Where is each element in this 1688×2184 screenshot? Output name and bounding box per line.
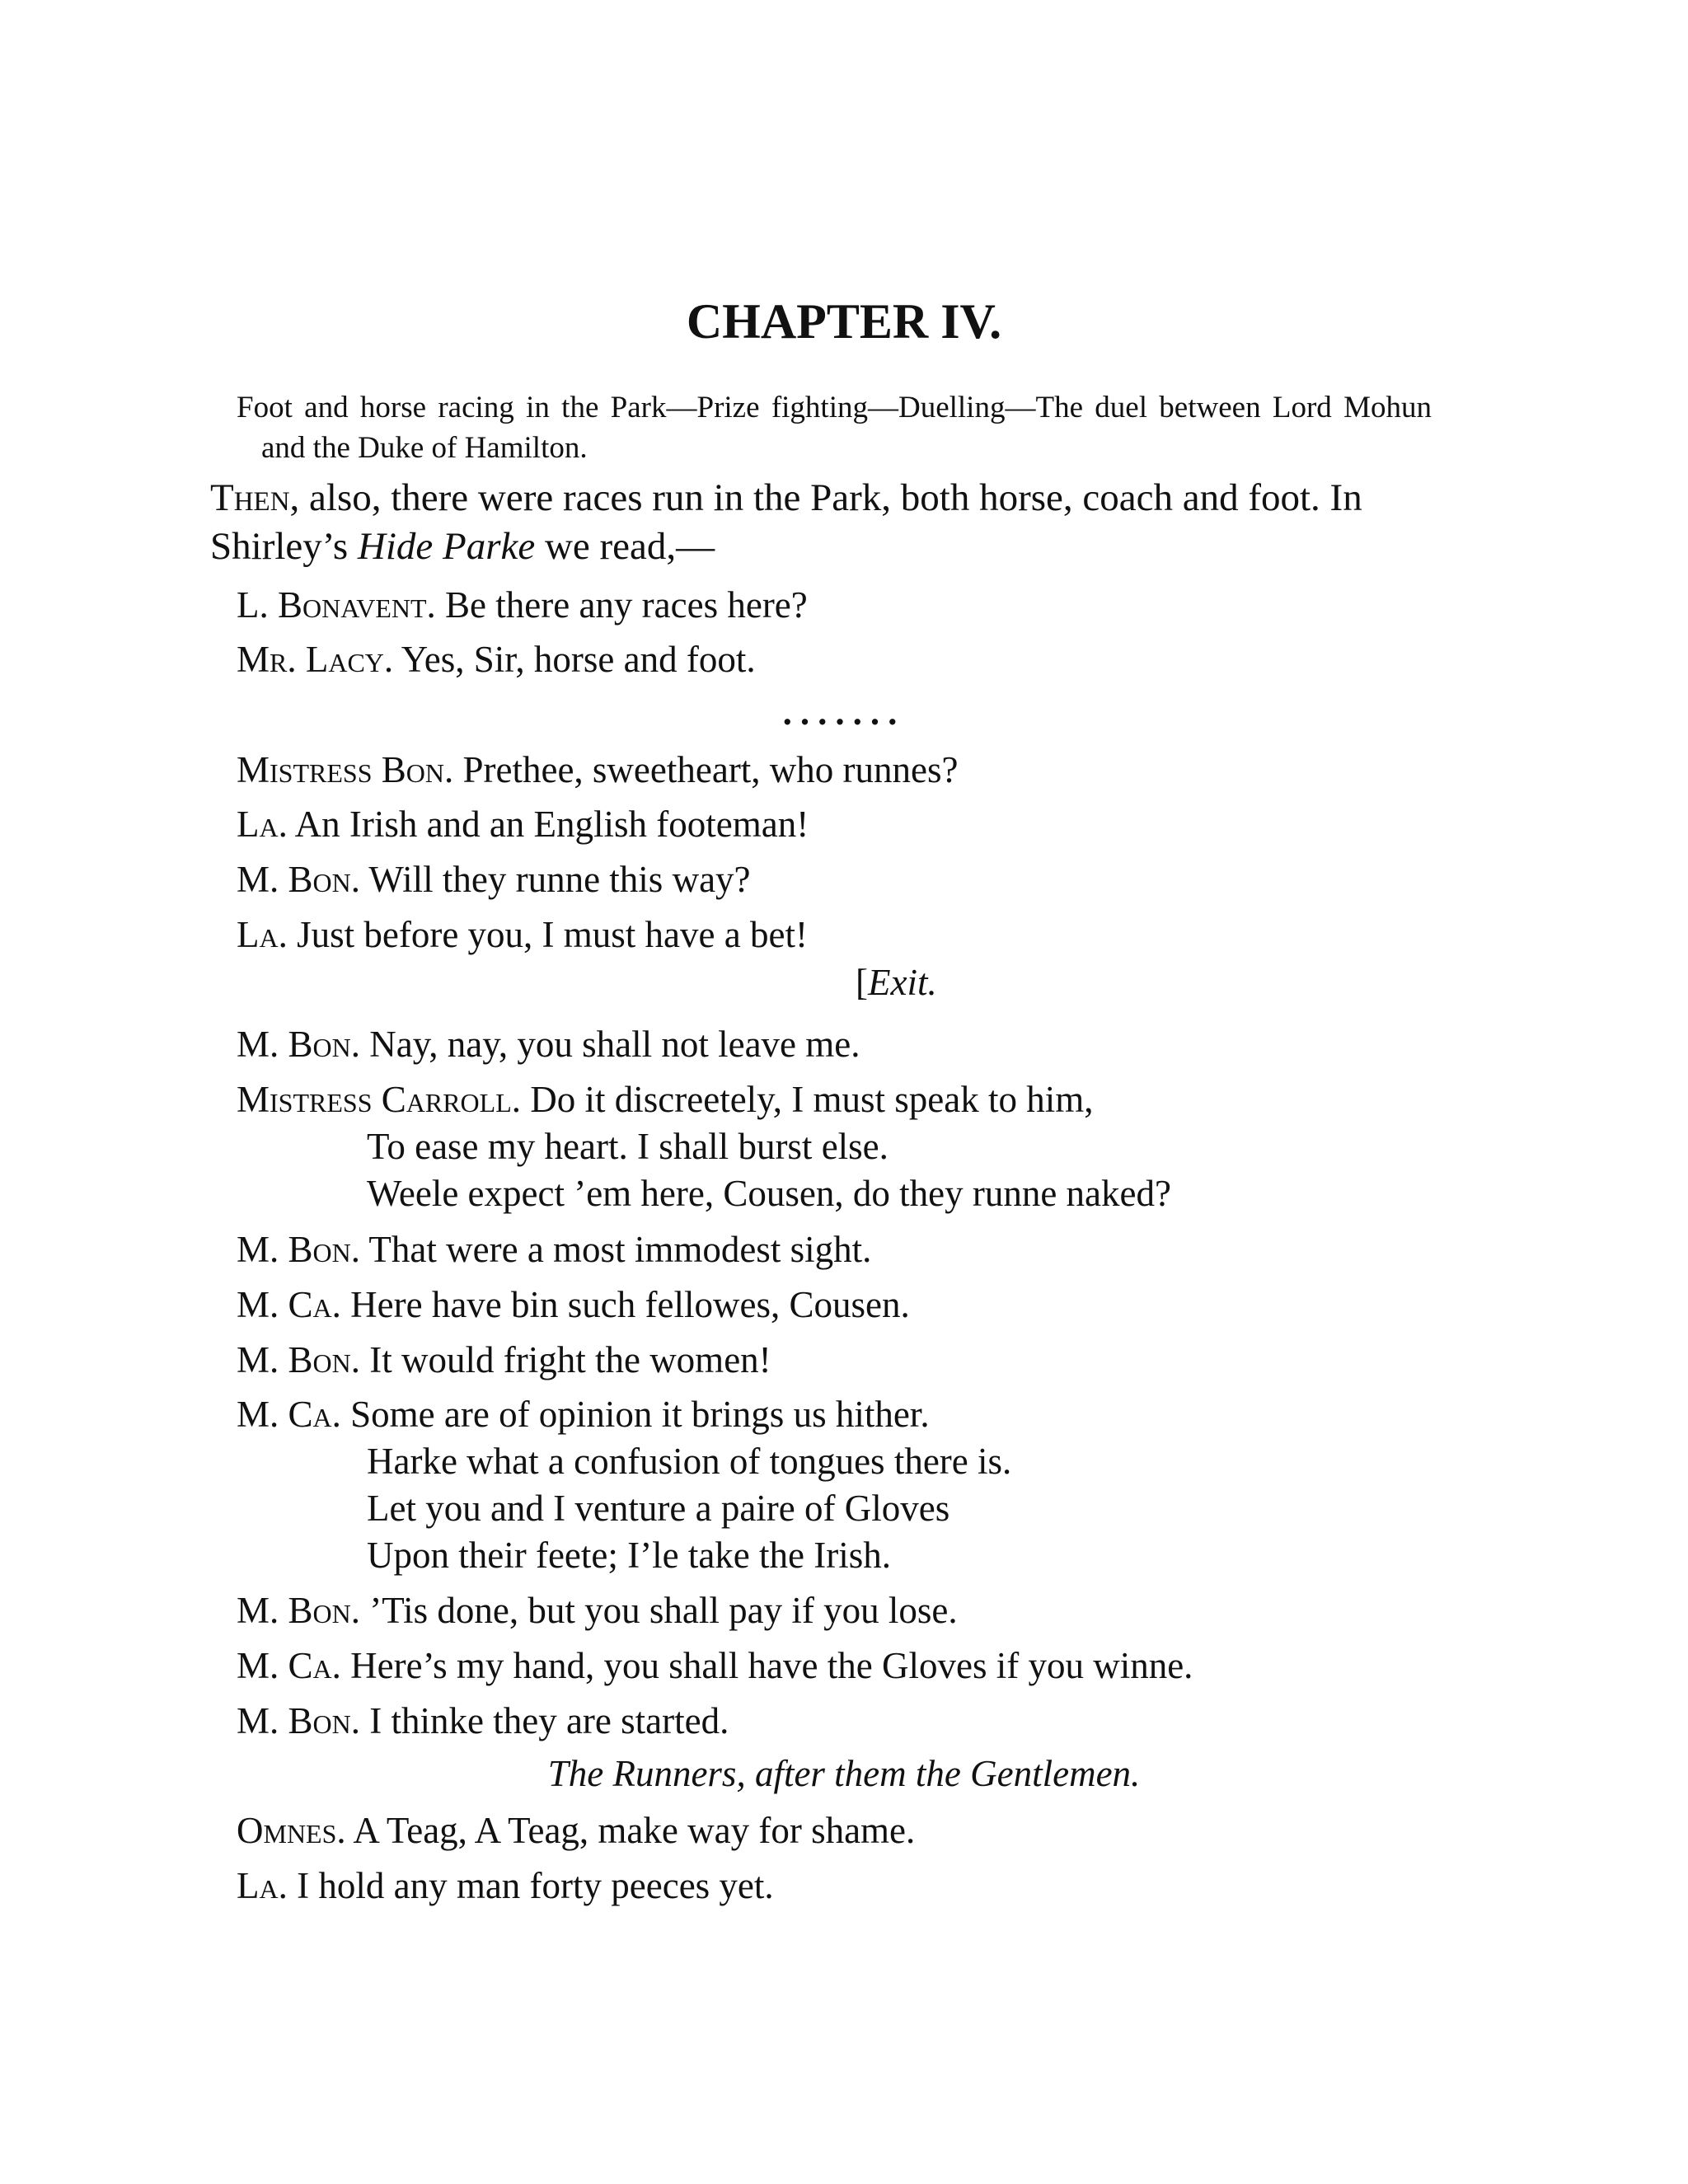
play-title: Hide Parke (357, 525, 536, 568)
speaker: La. (237, 804, 288, 845)
speaker: Omnes. (237, 1810, 346, 1851)
line-text: I hold any man forty peeces yet. (287, 1865, 774, 1906)
speaker: M. Bon. (237, 1024, 360, 1065)
exit-bracket: [ (856, 962, 868, 1003)
line-text: It would fright the women! (360, 1339, 771, 1380)
intro-first-word: Then (210, 476, 290, 519)
speaker: M. Ca. (237, 1645, 341, 1686)
intro-text-1: , also, there were races run in the Park, both horse, coach and foot. In Shirley’s (210, 476, 1362, 568)
line-text: ’Tis done, but you shall pay if you lose. (360, 1590, 958, 1631)
speaker: Mistress Carroll. (237, 1079, 522, 1120)
dialogue-line (237, 1391, 1555, 1438)
line-text: Some are of opinion it brings us hither. (340, 1394, 930, 1435)
intro-text-2: we read,— (535, 525, 715, 568)
dialogue-line (237, 1021, 1555, 1068)
dialogue-line (237, 1076, 1555, 1123)
line-text: An Irish and an English footeman! (287, 804, 809, 845)
speaker: La. (237, 1865, 288, 1906)
speaker: Mr. Lacy. (237, 639, 394, 680)
speaker: Mistress Bon. (237, 749, 454, 790)
dialogue-line (237, 1863, 1555, 1910)
line-text: Prethee, sweetheart, who runnes? (453, 749, 959, 790)
dialogue-line (237, 582, 1555, 629)
dialogue-line (237, 1643, 1555, 1690)
dialogue-line (237, 1282, 1555, 1329)
line-text: Here have bin such fellowes, Cousen. (340, 1284, 910, 1325)
omission-ellipsis: ....... (782, 691, 906, 733)
stage-exit (856, 961, 937, 1004)
speaker: M. Bon. (237, 1229, 360, 1270)
speaker: M. Bon. (237, 1339, 360, 1380)
speaker: La. (237, 914, 288, 955)
dialogue-line (237, 636, 1555, 683)
line-text: That were a most immodest sight. (360, 1229, 872, 1270)
dialogue-line (237, 912, 1555, 958)
line-text: Here’s my hand, you shall have the Gloves if you winne. (340, 1645, 1193, 1686)
line-text: Nay, nay, you shall not leave me. (360, 1024, 860, 1065)
dialogue-line (237, 1337, 1555, 1384)
line-text: Will they runne this way? (360, 859, 751, 900)
exit-text: Exit. (868, 962, 937, 1003)
line-text: Just before you, I must have a bet! (287, 914, 808, 955)
dialogue-line (237, 1698, 1555, 1745)
dialogue-line (237, 801, 1555, 848)
speaker: M. Bon. (237, 1590, 360, 1631)
stage-direction: The Runners, after them the Gentlemen. (547, 1753, 1141, 1794)
dialogue-line (237, 1587, 1555, 1634)
line-text: Be there any races here? (435, 584, 808, 626)
line-text: A Teag, A Teag, make way for shame. (345, 1810, 916, 1851)
speaker: M. Ca. (237, 1284, 341, 1325)
speaker: M. Bon. (237, 1700, 360, 1741)
dialogue-line (237, 1807, 1555, 1854)
line-text: Do it discreetely, I must speak to him, (521, 1079, 1094, 1120)
line-text: Yes, Sir, horse and foot. (393, 639, 756, 680)
dialogue-line (237, 856, 1555, 903)
line-text: Weele expect ’em here, Cousen, do they runne naked? (367, 1173, 1171, 1214)
line-text: Harke what a confusion of tongues there is. (367, 1441, 1012, 1482)
chapter-title: CHAPTER IV. (686, 294, 1002, 349)
speaker: L. Bonavent. (237, 584, 436, 626)
intro-paragraph (210, 474, 1471, 571)
line-text: Let you and I venture a paire of Gloves (367, 1488, 950, 1529)
speaker: M. Bon. (237, 859, 360, 900)
dialogue-line (237, 747, 1555, 794)
line-text: To ease my heart. I shall burst else. (367, 1126, 889, 1167)
speaker: M. Ca. (237, 1394, 341, 1435)
chapter-summary: Foot and horse racing in the Park—Prize fighting—Duelling—The duel between Lord Mohun and the Duke of Hamilton. (237, 391, 1432, 465)
dialogue-line (237, 1226, 1555, 1273)
line-text: Upon their feete; I’le take the Irish. (367, 1535, 891, 1576)
line-text: I thinke they are started. (360, 1700, 729, 1741)
